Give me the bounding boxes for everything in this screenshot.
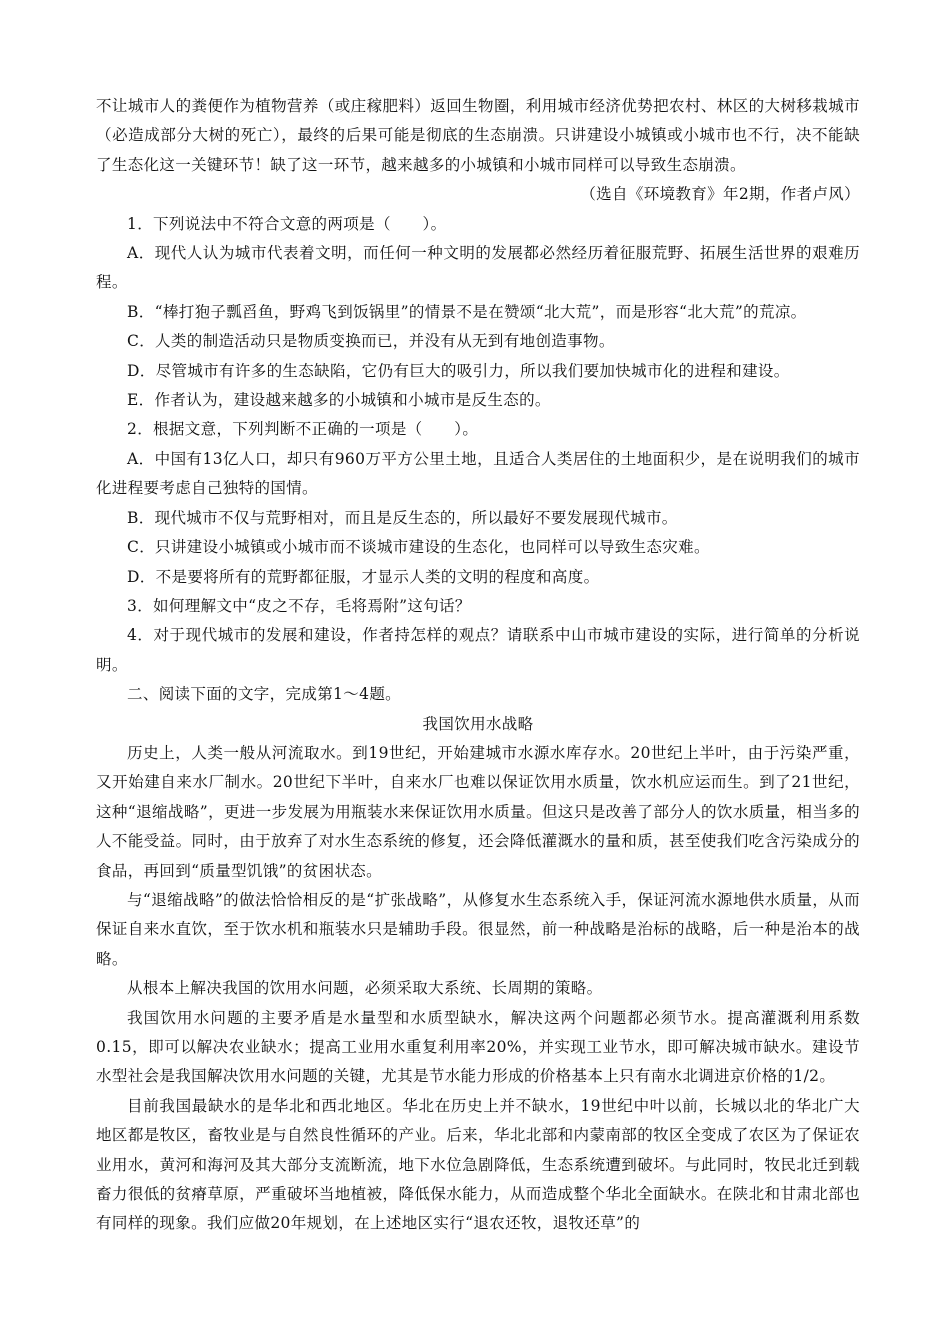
question-2-stem: 2．根据文意，下列判断不正确的一项是（ ）。	[127, 420, 479, 439]
document-page	[96, 92, 860, 1239]
question-2-option-d: D．不是要将所有的荒野都征服，才显示人类的文明的程度和高度。	[127, 567, 600, 586]
question-1-option-a: A．现代人认为城市代表着文明，而任何一种文明的发展都必然经历着征服荒野、拓展生活世界的艰难历程。	[96, 244, 860, 292]
question-1-option-c: C．人类的制造活动只是物质变换而已，并没有从无到有地创造事物。	[127, 332, 615, 351]
question-2-option-c: C．只讲建设小城镇或小城市而不谈城市建设的生态化，也同样可以导致生态灾难。	[127, 538, 710, 557]
section-2-heading: 二、阅读下面的文字，完成第1～4题。	[127, 685, 402, 704]
article-paragraph: 从根本上解决我国的饮用水问题，必须采取大系统、长周期的策略。	[127, 979, 603, 998]
source-citation: （选自《环境教育》年2期，作者卢风）	[580, 185, 860, 204]
article-paragraph: 我国饮用水问题的主要矛盾是水量型和水质型缺水，解决这两个问题都必须节水。提高灌溉利用系数0.15，即可以解决农业缺水；提高工业用水重复利用率20%，并实现工业节水，即可解决城市缺水。建设节水型社会是我国解决饮用水问题的关键，尤其是节水能力形成的价格基本上只有南水北调进京价格的1/2。	[96, 1008, 860, 1086]
article-paragraph: 与“退缩战略”的做法恰恰相反的是“扩张战略”，从修复水生态系统入手，保证河流水源地供水质量，从而保证自来水直饮，至于饮水机和瓶装水只是辅助手段。很显然，前一种战略是治标的战略，后一种是治本的战略。	[96, 890, 860, 968]
passage-tail-paragraph: 不让城市人的粪便作为植物营养（或庄稼肥料）返回生物圈，利用城市经济优势把农村、林区的大树移栽城市（必造成部分大树的死亡），最终的后果可能是彻底的生态崩溃。只讲建设小城镇或小城市也不行，决不能缺了生态化这一关键环节！缺了这一环节，越来越多的小城镇和小城市同样可以导致生态崩溃。	[96, 97, 860, 174]
question-3: 3．如何理解文中“皮之不存，毛将焉附”这句话？	[127, 596, 471, 615]
question-2-option-b: B．现代城市不仅与荒野相对，而且是反生态的，所以最好不要发展现代城市。	[127, 508, 678, 527]
question-2-option-a: A．中国有13亿人口，却只有960万平方公里土地，且适合人类居住的土地面积少，是在说明我们的城市化进程要考虑自己独特的国情。	[96, 449, 860, 498]
article-paragraph: 历史上，人类一般从河流取水。到19世纪，开始建城市水源水库存水。20世纪上半叶，由于污染严重，又开始建自来水厂制水。20世纪下半叶，自来水厂也难以保证饮用水质量，饮水机应运而生。到了21世纪，这种“退缩战略”，更进一步发展为用瓶装水来保证饮用水质量。但这只是改善了部分人的饮水质量，相当多的人不能受益。同时，由于放弃了对水生态系统的修复，还会降低灌溉水的量和质，甚至使我们吃含污染成分的食品，再回到“质量型饥饿”的贫困状态。	[96, 743, 860, 880]
article-title: 我国饮用水战略	[422, 714, 534, 733]
question-1-option-b: B．“棒打狍子瓢舀鱼，野鸡飞到饭锅里”的情景不是在赞颂“北大荒”，而是形容“北大荒”的荒凉。	[127, 302, 807, 321]
article-paragraph: 目前我国最缺水的是华北和西北地区。华北在历史上并不缺水，19世纪中叶以前，长城以北的华北广大地区都是牧区，畜牧业是与自然良性循环的产业。后来，华北北部和内蒙南部的牧区全变成了农区为了保证农业用水，黄河和海河及其大部分支流断流，地下水位急剧降低，生态系统遭到破坏。与此同时，牧民北迁到载畜力很低的贫瘠草原，严重破坏当地植被，降低保水能力，从而造成整个华北全面缺水。在陕北和甘肃北部也有同样的现象。我们应做20年规划，在上述地区实行“退农还牧，退牧还草”的	[96, 1096, 860, 1233]
question-1-option-d: D．尽管城市有许多的生态缺陷，它仍有巨大的吸引力，所以我们要加快城市化的进程和建设。	[127, 361, 790, 380]
question-1-option-e: E．作者认为，建设越来越多的小城镇和小城市是反生态的。	[127, 391, 551, 410]
question-1-stem: 1．下列说法中不符合文意的两项是（ ）。	[127, 214, 447, 233]
question-4: 4．对于现代城市的发展和建设，作者持怎样的观点？请联系中山市城市建设的实际，进行简单的分析说明。	[96, 626, 860, 674]
